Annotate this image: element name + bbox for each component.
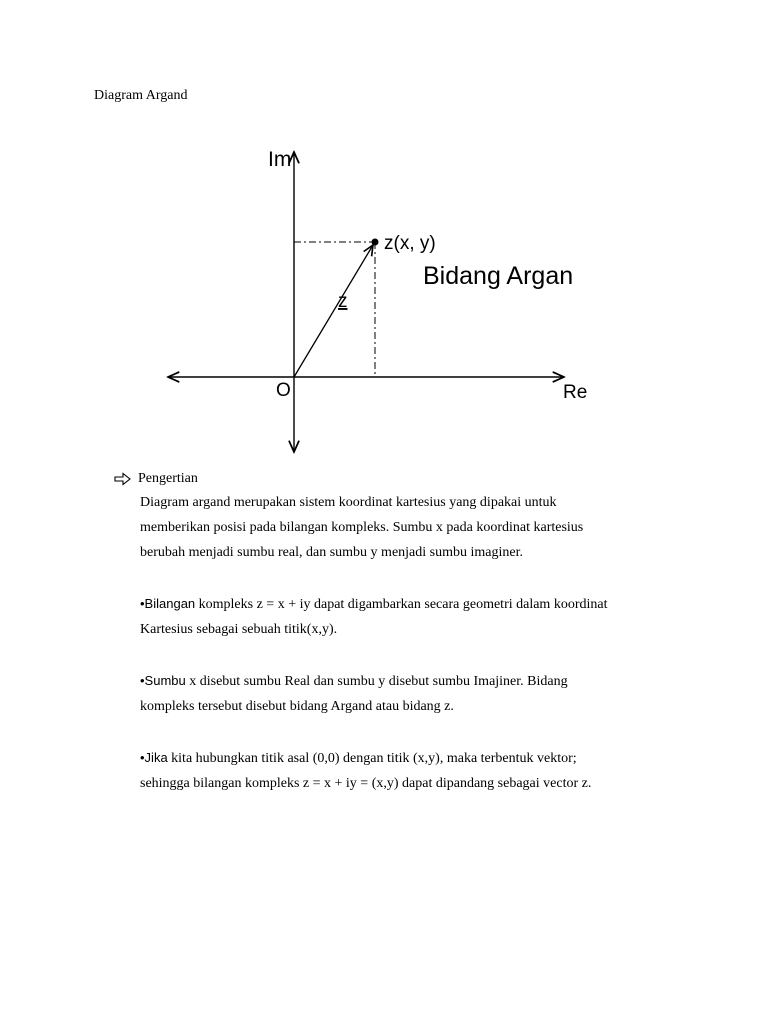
plane-label: Bidang Argan	[423, 262, 574, 290]
document-title: Diagram Argand	[94, 88, 188, 103]
argand-diagram	[0, 0, 768, 470]
vector-label: z	[338, 291, 348, 312]
bullet-lead: •Bilangan	[140, 596, 196, 611]
bullet-lead: •Jika	[140, 750, 168, 765]
bullet-text: Kartesius sebagai sebuah titik(x,y).	[140, 622, 338, 637]
section-heading: Pengertian	[138, 471, 198, 486]
point-z	[372, 239, 379, 246]
bullet-text: sehingga bilangan kompleks z = x + iy = (x,y) dapat dipandang sebagai vector z.	[140, 776, 592, 791]
hollow-arrow-icon	[112, 471, 134, 487]
intro-line: memberikan posisi pada bilangan kompleks. Sumbu x pada koordinat kartesius	[140, 520, 584, 535]
intro-line: berubah menjadi sumbu real, dan sumbu y menjadi sumbu imaginer.	[140, 545, 523, 560]
section-heading-row	[112, 468, 672, 490]
bullet-paragraph	[140, 668, 672, 719]
re-axis-label: Re	[563, 382, 588, 403]
definition-section	[112, 468, 672, 796]
bullet-lead: •Sumbu	[140, 673, 186, 688]
origin-label: O	[276, 380, 291, 401]
bullet-paragraph	[140, 745, 672, 796]
bullet-text: kompleks z = x + iy dapat digambarkan secara geometri dalam koordinat	[195, 597, 608, 612]
section-body	[140, 490, 672, 796]
bullet-text: kompleks tersebut disebut bidang Argand atau bidang z.	[140, 699, 454, 714]
intro-line: Diagram argand merupakan sistem koordinat kartesius yang dipakai untuk	[140, 495, 557, 510]
bullet-text: kita hubungkan titik asal (0,0) dengan titik (x,y), maka terbentuk vektor;	[167, 751, 577, 766]
point-label: z(x, y)	[384, 233, 436, 254]
im-axis-label: Im	[268, 148, 292, 171]
bullet-text: x disebut sumbu Real dan sumbu y disebut sumbu Imajiner. Bidang	[185, 674, 568, 689]
bullet-paragraph	[140, 591, 672, 642]
vector-z	[294, 245, 373, 377]
